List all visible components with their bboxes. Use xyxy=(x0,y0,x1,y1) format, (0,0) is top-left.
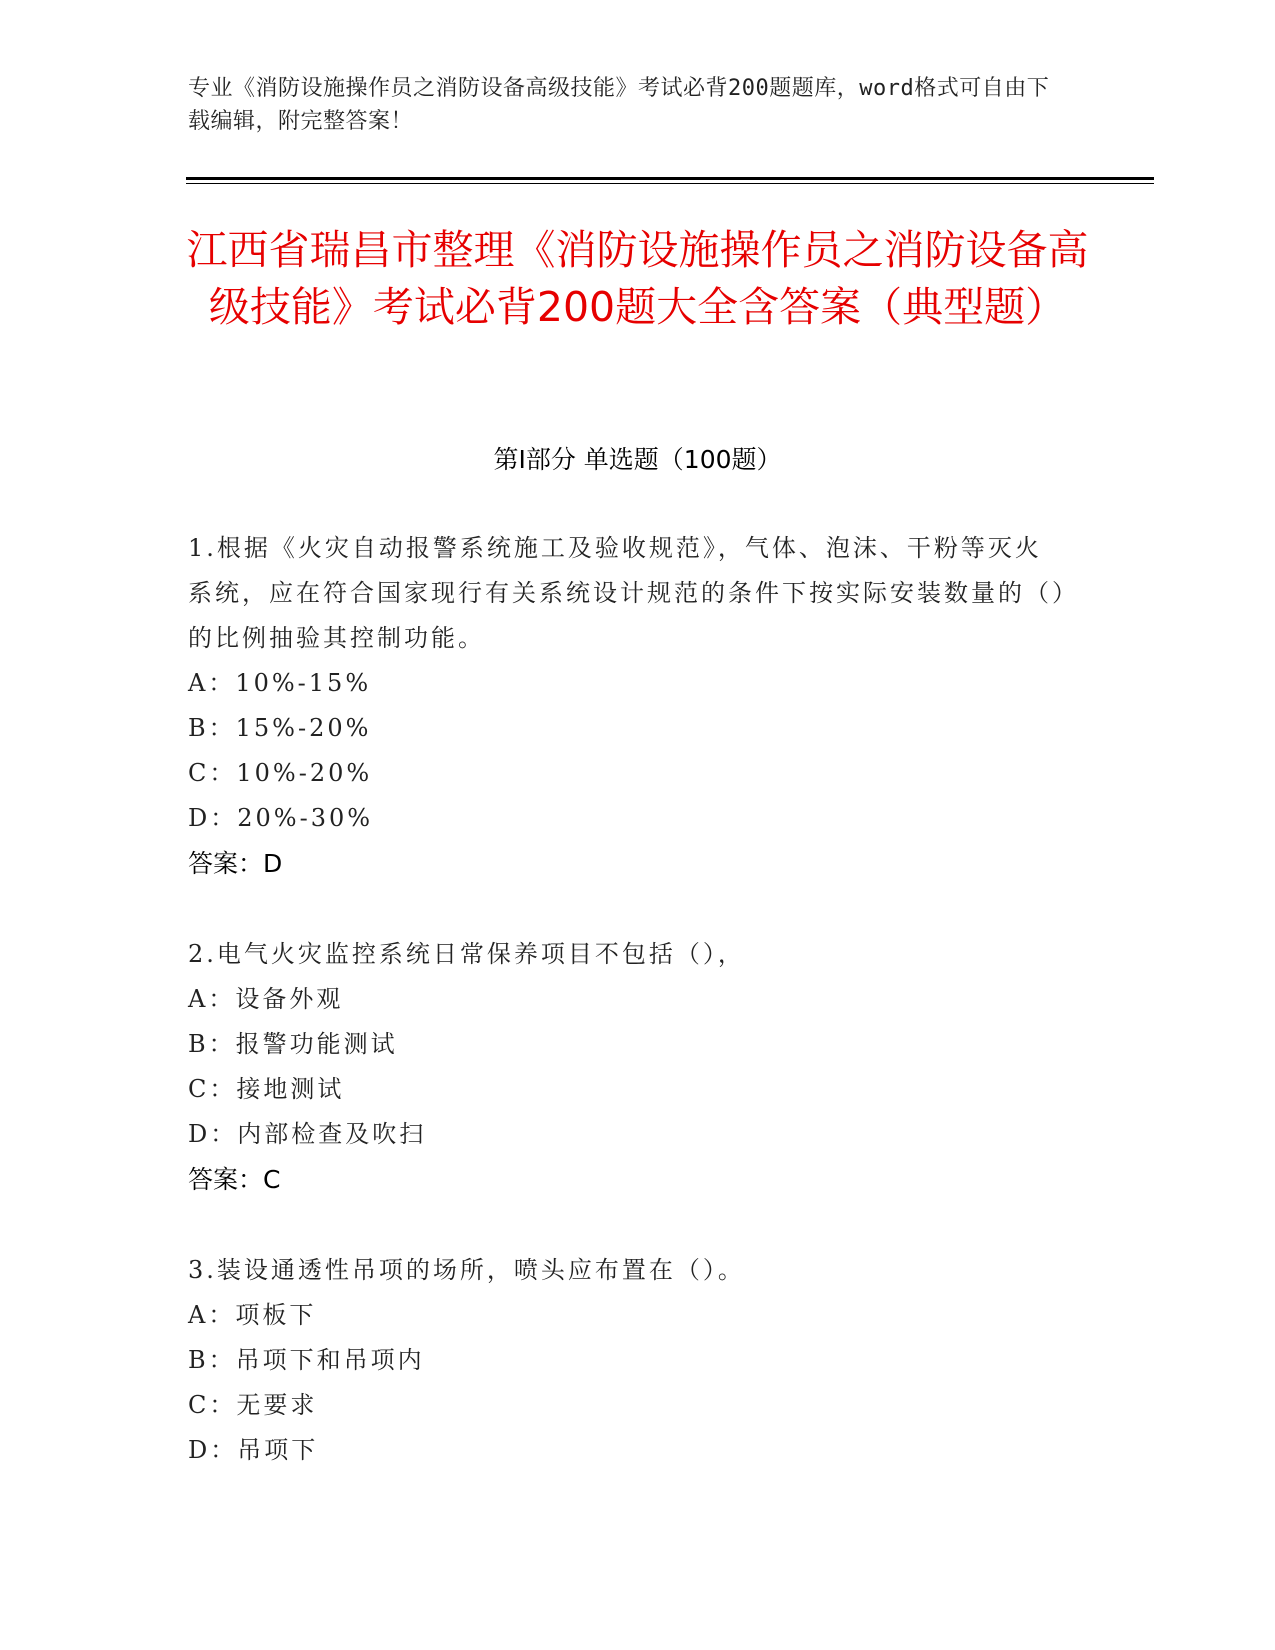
document-title: 江西省瑞昌市整理《消防设施操作员之消防设备高级技能》考试必背200题大全含答案（典型题） xyxy=(186,226,1089,331)
question-list xyxy=(188,526,1068,1519)
option-b: B：吊项下和吊项内 xyxy=(188,1346,425,1374)
option-d: D：吊项下 xyxy=(188,1436,319,1464)
header-rule-thick xyxy=(186,177,1154,180)
option-c: C：10%-20% xyxy=(188,759,373,787)
option-a: A：10%-15% xyxy=(188,669,372,697)
option-a: A：项板下 xyxy=(188,1301,317,1329)
question-item xyxy=(188,1248,1068,1473)
header-note: 专业《消防设施操作员之消防设备高级技能》考试必背200题题库，word格式可自由下载编辑，附完整答案！ xyxy=(188,76,1050,134)
question-text: 3.装设通透性吊项的场所，喷头应布置在（）。 xyxy=(188,1256,745,1284)
question-text: 1.根据《火灾自动报警系统施工及验收规范》，气体、泡沫、干粉等灭火系统，应在符合国家现行有关系统设计规范的条件下按实际安装数量的（）的比例抽验其控制功能。 xyxy=(188,534,1067,652)
option-c: C：无要求 xyxy=(188,1391,318,1419)
section-heading: 第I部分 单选题（100题） xyxy=(493,445,782,474)
question-text: 2.电气火灾监控系统日常保养项目不包括（）， xyxy=(188,940,745,968)
option-b: B：报警功能测试 xyxy=(188,1030,398,1058)
option-a: A：设备外观 xyxy=(188,985,344,1013)
option-d: D：内部检查及吹扫 xyxy=(188,1120,427,1148)
question-item xyxy=(188,932,1068,1202)
answer-text: 答案：C xyxy=(188,1165,281,1194)
option-d: D：20%-30% xyxy=(188,804,374,832)
question-item xyxy=(188,526,1068,886)
header-rule-thin xyxy=(186,183,1154,184)
option-b: B：15%-20% xyxy=(188,714,372,742)
option-c: C：接地测试 xyxy=(188,1075,345,1103)
answer-text: 答案：D xyxy=(188,849,283,878)
